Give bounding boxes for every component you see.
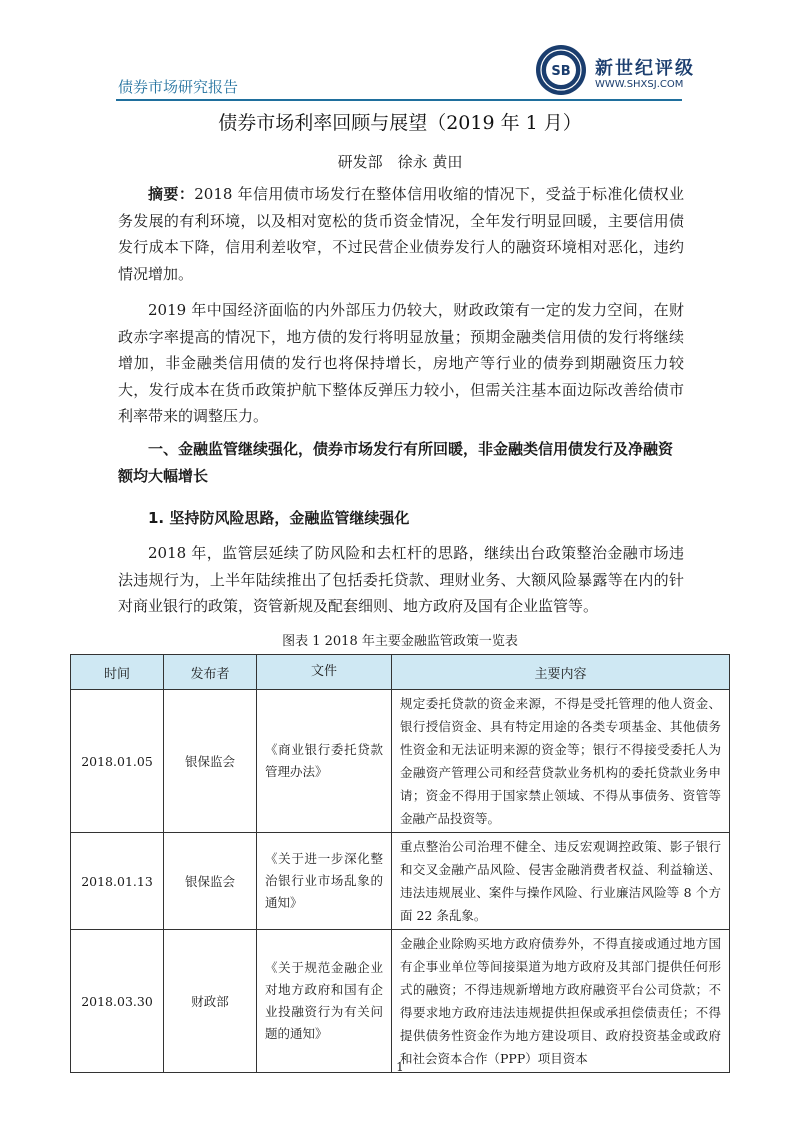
row-date: 2018.01.05	[71, 690, 164, 833]
table-row	[71, 690, 730, 833]
column-header-content: 主要内容	[392, 655, 730, 690]
row-date: 2018.01.13	[71, 833, 164, 930]
abstract-paragraph	[118, 181, 684, 287]
logo-website: WWW.SHXSJ.COM	[595, 79, 684, 90]
logo-company-name: 新世纪评级	[595, 58, 695, 79]
company-logo	[535, 44, 695, 94]
table-row	[71, 833, 730, 930]
abstract-label: 摘要：	[148, 185, 195, 203]
report-category-label: 债券市场研究报告	[118, 78, 239, 96]
section-heading: 一、金融监管继续强化，债券市场发行有所回暖，非金融类信用债发行及净融资额均大幅增长	[118, 440, 674, 485]
subsection-heading: 1. 坚持防风险思路，金融监管继续强化	[148, 509, 410, 527]
logo-emblem-icon	[535, 44, 587, 96]
column-header-publisher: 发布者	[164, 655, 257, 690]
table-header-row	[71, 655, 730, 690]
row-publisher: 银保监会	[164, 833, 257, 930]
page-number: 1	[396, 1060, 404, 1074]
row-publisher: 银保监会	[164, 690, 257, 833]
section-paragraph: 2018 年，监管层延续了防风险和去杠杆的思路，继续出台政策整治金融市场违法违规行为，上半年陆续推出了包括委托贷款、理财业务、大额风险暴露等在内的针对商业银行的政策，资管新规及配套细则、地方政府及国有企业监管等。	[118, 544, 684, 615]
outlook-paragraph: 2019 年中国经济面临的内外部压力仍较大，财政政策有一定的发力空间，在财政赤字率提高的情况下，地方债的发行将明显放量；预期金融类信用债的发行将继续增加，非金融类信用债的发行也将保持增长，房地产等行业的债券到期融资压力较大，发行成本在货币政策护航下整体反弹压力较小，但需关注基本面边际改善给债市利率带来的调整压力。	[118, 301, 684, 425]
row-content: 重点整治公司治理不健全、违反宏观调控政策、影子银行和交叉金融产品风险、侵害金融消费者权益、利益输送、违法违规展业、案件与操作风险、行业廉洁风险等 8 个方面 22 条乱象。	[392, 833, 730, 930]
logo-mark: SB	[551, 64, 571, 79]
row-content: 金融企业除购买地方政府债券外，不得直接或通过地方国有企事业单位等间接渠道为地方政府及其部门提供任何形式的融资；不得违规新增地方政府融资平台公司贷款；不得要求地方政府违法违规提供担保或承担偿债责任；不得提供债务性资金作为地方建设项目、政府投资基金或政府和社会资本合作（PPP）项目资本	[392, 930, 730, 1073]
row-publisher: 财政部	[164, 930, 257, 1073]
row-document: 《商业银行委托贷款管理办法》	[257, 690, 392, 833]
table-row	[71, 930, 730, 1073]
column-header-document: 文件	[257, 655, 392, 690]
policy-table	[70, 654, 730, 1073]
row-date: 2018.03.30	[71, 930, 164, 1073]
row-content: 规定委托贷款的资金来源，不得是受托管理的他人资金、银行授信资金、具有特定用途的各类专项基金、其他债务性资金和无法证明来源的资金等；银行不得接受委托人为金融资产管理公司和经营贷款业务机构的委托贷款业务申请；资金不得用于国家禁止领域、不得从事债务、资管等金融产品投资等。	[392, 690, 730, 833]
row-document: 《关于规范金融企业对地方政府和国有企业投融资行为有关问题的通知》	[257, 930, 392, 1073]
abstract-text: 2018 年信用债市场发行在整体信用收缩的情况下，受益于标准化债权业务发展的有利环境，以及相对宽松的货币资金情况，全年发行明显回暖，主要信用债发行成本下降，信用利差收窄，不过民营企业债券发行人的融资环境相对恶化，违约情况增加。	[118, 185, 684, 283]
authors-line: 研发部 徐永 黄田	[337, 153, 463, 171]
header-divider	[116, 99, 682, 101]
document-title: 债券市场利率回顾与展望（2019 年 1 月）	[218, 112, 582, 134]
row-document: 《关于进一步深化整治银行业市场乱象的通知》	[257, 833, 392, 930]
column-header-date: 时间	[71, 655, 164, 690]
table-caption: 图表 1 2018 年主要金融监管政策一览表	[282, 634, 518, 649]
